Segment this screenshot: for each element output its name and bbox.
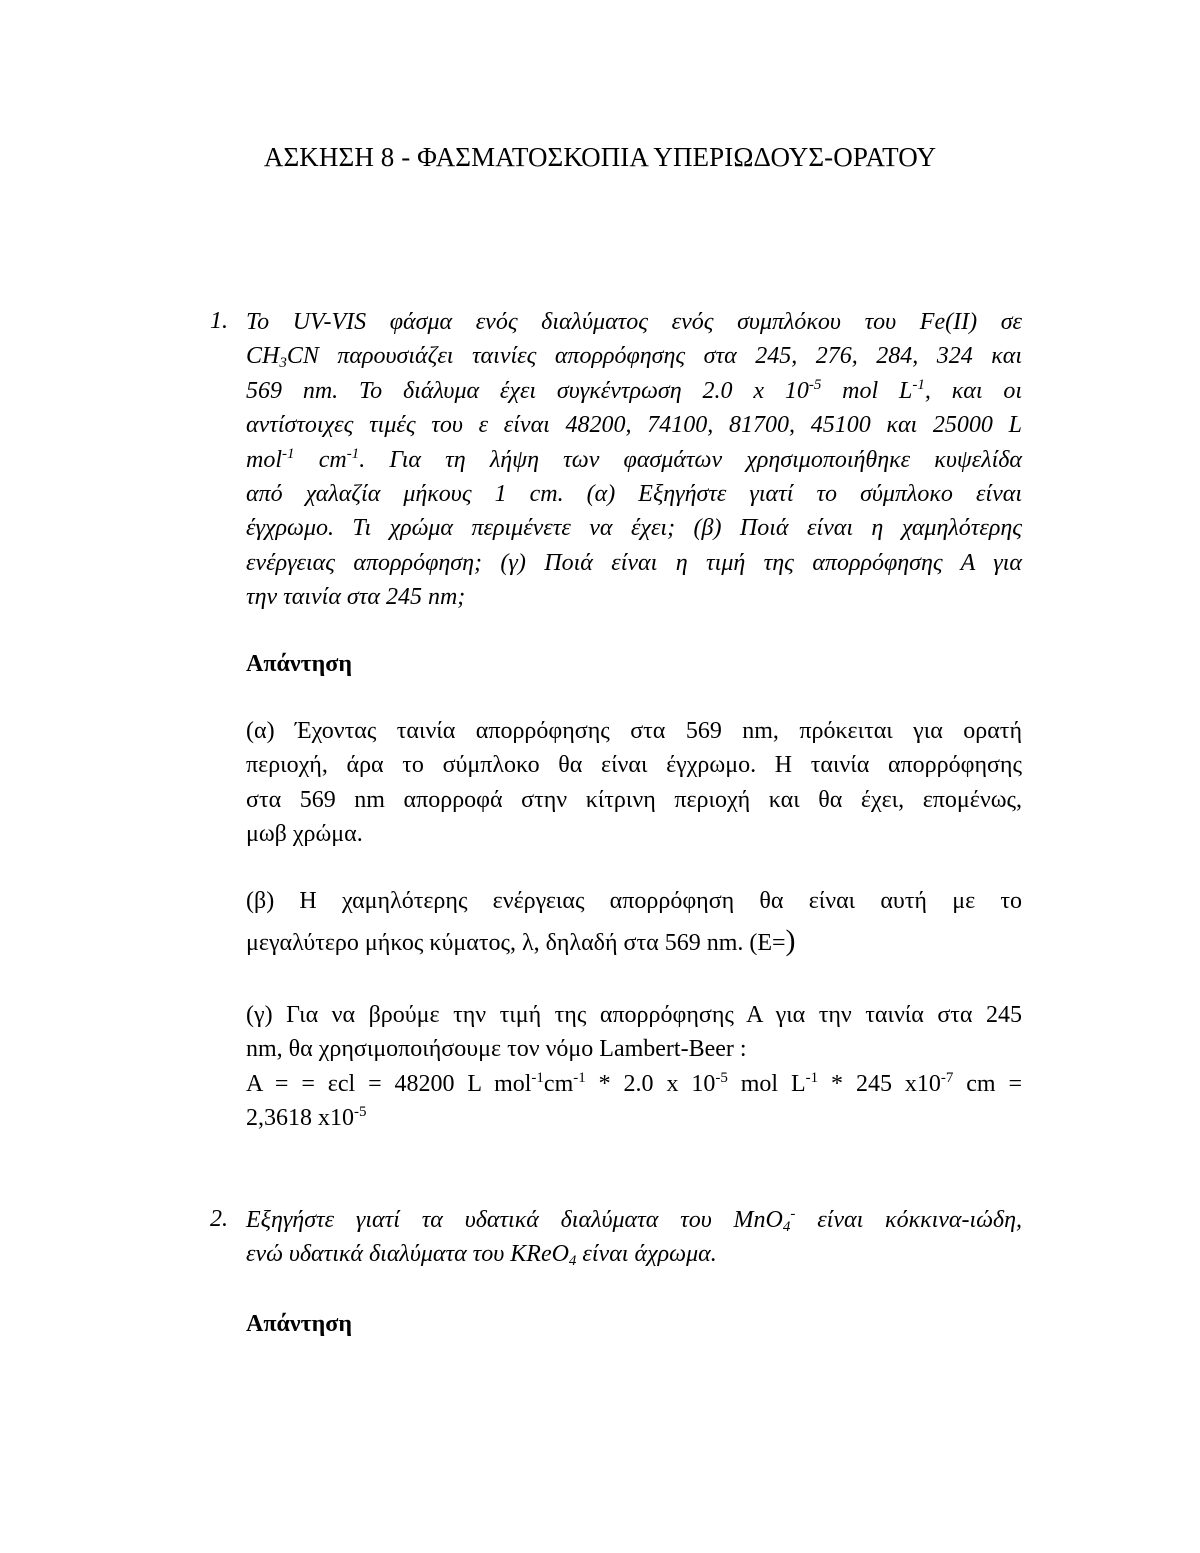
answer-1-part-c — [246, 998, 1022, 1136]
answer-line: στα 569 nm απορροφά στην κίτρινη περιοχή και θα έχει, επομένως, — [246, 786, 1022, 813]
question-1-line: $CH_3CN$ παρουσιάζει ταινίες απορρόφησης στα 245, 276, 284, 324 και — [246, 343, 1022, 372]
question-1-line: από χαλαζία μήκους 1 cm. (α) Εξηγήστε γιατί το σύμπλοκο είναι — [246, 480, 1022, 507]
question-1-line: mol$^{-1}$ $cm^{-1}$. Για τη λήψη των φασμάτων χρησιμοποιήθηκε κυψελίδα — [246, 445, 1023, 473]
answer-result-line: 2,3618 $x10^{-5}$ — [246, 1104, 367, 1132]
question-1-line: αντίστοιχες τιμές του ε είναι 48200, 74100, 81700, 45100 και 25000 L — [246, 412, 1022, 439]
answer-line: (γ) Για να βρούμε την τιμή της απορρόφησης Α για την ταινία στα 245 — [246, 1002, 1022, 1028]
question-1-line: Το UV-VIS φάσμα ενός διαλύματος ενός συμπλόκου του Fe(II) σε — [246, 309, 1022, 335]
question-1-line: ενέργειας απορρόφηση; (γ) Ποιά είναι η τιμή της απορρόφησης Α για — [246, 549, 1022, 576]
question-2-text — [246, 1203, 1022, 1272]
answer-line: μωβ χρώμα. — [246, 821, 363, 848]
answer-1-heading: Απάντηση — [246, 651, 352, 677]
answer-formula-line: A = = εcl = 48200 L $mol^{-1}cm^{-1} * 2.0$ x $10^{-5}$ mol $L^{-1} * 245$ $x10^{-7}$ cm = — [246, 1069, 1023, 1097]
answer-line: περιοχή, άρα το σύμπλοκο θα είναι έγχρωμο. Η ταινία απορρόφησης — [246, 752, 1022, 779]
answer-line: μεγαλύτερο μήκος κύματος, λ, δηλαδή στα 569 nm. (E=) — [246, 924, 796, 958]
answer-1-part-b — [246, 884, 1022, 961]
answer-1-part-a — [246, 714, 1022, 852]
question-2-number: 2. — [210, 1206, 228, 1232]
question-1-line: 569 nm. Το διάλυμα έχει συγκέντρωση 2.0 x $10^{-5}$ mol $L^{-1}$, και οι — [246, 376, 1022, 404]
page-title: ΑΣΚΗΣΗ 8 - ΦΑΣΜΑΤΟΣΚΟΠΙΑ ΥΠΕΡΙΩΔΟΥΣ-ΟΡΑΤΟΥ — [263, 142, 937, 172]
question-1-line: την ταινία στα 245 nm; — [246, 584, 466, 611]
question-1-text — [246, 305, 1022, 615]
answer-line: nm, θα χρησιμοποιήσουμε τον νόμο Lambert-Beer : — [246, 1036, 747, 1063]
question-1-number: 1. — [210, 308, 228, 334]
question-1-line: έγχρωμο. Τι χρώμα περιμένετε να έχει; (β) Ποιά είναι η χαμηλότερης — [246, 515, 1022, 542]
answer-line: (α) Έχοντας ταινία απορρόφησης στα 569 nm, πρόκειται για ορατή — [246, 718, 1022, 744]
question-2-line: ενώ υδατικά διαλύματα του KReO$_4$ είναι άχρωμα. — [246, 1241, 717, 1270]
answer-2-heading: Απάντηση — [246, 1311, 352, 1337]
question-2-line: Εξηγήστε γιατί τα υδατικά διαλύματα του MnO$_4$- είναι κόκκινα-ιώδη, — [246, 1206, 1022, 1235]
answer-line: (β) Η χαμηλότερης ενέργειας απορρόφηση θα είναι αυτή με το — [246, 888, 1022, 914]
